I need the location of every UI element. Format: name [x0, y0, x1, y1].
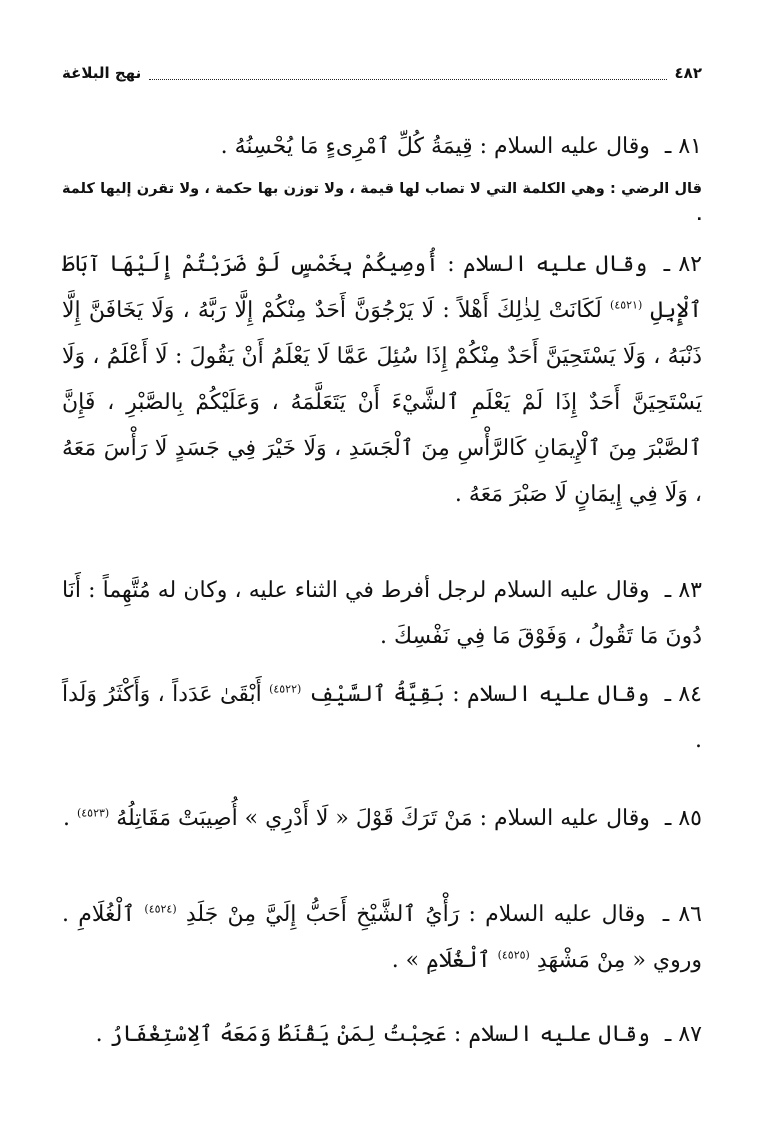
saying-text: وقال عليه السلام : قِيمَةُ كُلِّ ٱمْرِىءٍ مَا يُحْسِنُهُ .: [220, 134, 650, 159]
saying-number: ٨٧ ـ: [664, 1022, 702, 1047]
saying-84: [62, 672, 702, 764]
saying-number: ٨٣ ـ: [664, 578, 702, 603]
saying-number: ٨٢ ـ: [663, 252, 702, 277]
saying-text: وقال عليه السلام : مَنْ تَرَكَ قَوْلَ « لَا أَدْرِي » أُصِيبَتْ مَقَاتِلُهُ: [116, 806, 650, 831]
saying-text: وقال عليه السلام : رَأْيُ ٱلشَّيْخِ أَحَبُّ إِلَيَّ مِنْ جَلَدِ: [185, 902, 646, 927]
footnote-marker: (٤٥٢٤): [144, 902, 177, 916]
page-number: ٤٨٢: [674, 64, 702, 82]
saying-text-continued: أَبْقَىٰ عَدَداً ، وَأَكْثَرُ وَلَداً .: [62, 682, 702, 753]
saying-85: [62, 796, 702, 842]
saying-81: [62, 124, 702, 170]
saying-text-continued: لَكَانَتْ لِذٰلِكَ أَهْلاً : لَا يَرْجُوَنَّ أَحَدٌ مِنْكُمْ إِلَّا رَبَّهُ ، وَلَا يَخَافَنَّ إِلَّا ذَنْبَهُ ، وَلَا يَسْتَحِيَنَّ أَحَدٌ مِنْكُمْ إِذَا سُئِلَ عَمَّا لَا يَعْلَمُ أَنْ يَقُولَ : لَا أَعْلَمُ ، وَلَا يَسْتَحِيَنَّ أَحَدٌ إِذَا لَمْ يَعْلَمِ ٱلشَّيْءَ أَنْ يَتَعَلَّمَهُ ، وَعَلَيْكُمْ بِالصَّبْرِ ، فَإِنَّ ٱلصَّبْرَ مِنَ ٱلْإِيمَانِ كَالرَّأْسِ مِنَ ٱلْجَسَدِ ، وَلَا خَيْرَ فِي جَسَدٍ لَا رَأْسَ مَعَهُ ، وَلَا فِي إِيمَانٍ لَا صَبْرَ مَعَهُ .: [62, 298, 702, 507]
saying-text: وقال عليه السلام : أُوصِيكُمْ بِخَمْسٍ لَوْ ضَرَبْتُمْ إِلَيْهَا آبَاطَ ٱلْإِبِلِ: [62, 252, 702, 323]
book-title: نهج البلاغة: [62, 64, 142, 82]
saying-number: ٨٥ ـ: [664, 806, 702, 831]
saying-text-continued: .: [62, 806, 70, 831]
saying-number: ٨٦ ـ: [662, 902, 702, 927]
book-page: [62, 60, 702, 1047]
page-header: [62, 60, 702, 86]
header-dotted-rule: [149, 67, 666, 80]
saying-text-continued: ٱلْغُلَامِ » .: [391, 948, 491, 973]
footnote-marker: (٤٥٢٣): [76, 806, 110, 820]
footnote-marker: (٤٥٢١): [610, 298, 643, 312]
saying-87: [62, 1012, 702, 1058]
saying-86: [62, 892, 702, 984]
saying-number: ٨١ ـ: [664, 134, 702, 159]
radi-comment: قال الرضي : وهي الكلمة التي لا تصاب لها قيمة ، ولا توزن بها حكمة ، ولا تقرن إليها كلمة .: [62, 181, 702, 224]
saying-83: [62, 568, 702, 660]
footnote-marker: (٤٥٢٥): [497, 948, 530, 962]
footnote-marker: (٤٥٢٢): [269, 682, 302, 696]
saying-number: ٨٤ ـ: [664, 682, 702, 707]
saying-text: وقال عليه السلام : عَجِبْتُ لِمَنْ يَقْنَطُ وَمَعَهُ ٱلِاسْتِغْفَارُ .: [95, 1022, 650, 1047]
saying-82: [62, 242, 702, 518]
saying-text: وقال عليه السلام : بَقِيَّةُ ٱلسَّيْفِ: [308, 682, 650, 707]
saying-text-middle: ٱلْغُلَامِ . وروي « مِنْ مَشْهَدِ: [62, 902, 702, 973]
saying-text: وقال عليه السلام لرجل أفرط في الثناء عليه ، وكان له مُتَّهِماً : أَنَا دُونَ مَا تَقُولُ ، وَفَوْقَ مَا فِي نَفْسِكَ .: [62, 578, 702, 649]
